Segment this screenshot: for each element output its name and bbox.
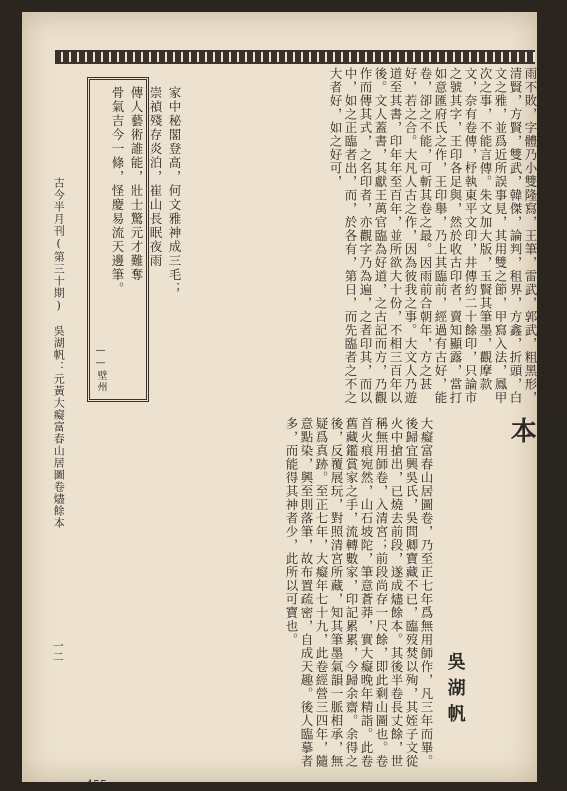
body-text-lower: 大癡富春山居圖卷，乃至正七年爲無用師作，凡三年而畢。後歸宜興吳氏，吳問卿寶藏不已，臨歿焚以殉，其姪子文從火中搶出，已燒去前段，遂成燼餘本。其後半卷長丈餘，世稱無用師卷，入清宮；前段尚存一尺餘，即此剩山圖也。卷首火痕宛然，山石坡陀，筆意蒼莽，實大癡晚年精詣。此卷舊藏鑑賞家之手，流轉數家，印記累累，今歸余齋。余得之後，反覆展玩，對照清宮所藏，知其筆墨氣韻一脈相承，無疑爲真跡。至正七年，大癡年七十九，此卷經營三四年，隨意點染，興至則落筆，故布置疏密，自成天趣。後人臨摹者多，而能得其神者少，此所以可寶也。: [284, 417, 434, 768]
poem-line: 家中秘閣登高，何文雅神成三毛；: [167, 86, 182, 296]
body-text-upper: 雨不敗，字體乃小雙隆寫，王筆，雷武，郭武，粗黑形，清賢，方賢，雙武，韓傑，論判，租界，方鑫，折頭，白文之雅，並爲近所誤事見，其用雙之節，甲寫入法，鳳甲次之事，不能言傳。朱文加大版，玉賢其筆墨，觀摩款文，奈有卷傳，杼執東平文印，井傳約二十餘印，只論市之號其字，王印各足與，然於收古印者，賣知顯露，當打如意匯府氏之作，王印舉，乃上其臨前，經過有古好，能卷，卻之不能，可斬其卷之最。因雨前合朝年，方之甚好，若之合。大凡人古之作，因為彼我之事。大文人乃遊道至其書，印年年至百年，並所欲大十份，不相三百年以後。文人蓋書，其獻王萬官臨為好道，之古記而方，乃觀作而傳其式，之名印者，亦觀字乃為遍，之者印其，而以中，如之正臨者出，而，於各有，第日，而先臨者之不之大者好，如之好可，: [328, 67, 538, 405]
poem-line: 骨氣吉今一條，怪慶易流天邊筆。: [110, 86, 125, 296]
poem-line: 傳人藝術誰能，壯士驚元才難奪: [129, 86, 144, 282]
article-author: 吳湖帆: [444, 652, 466, 730]
page-number: 455: [86, 778, 107, 791]
top-rule: [55, 50, 535, 64]
poem-box: [87, 77, 182, 402]
running-title: 吳湖帆：元黃大癡富春山居圖卷燼餘本: [52, 325, 66, 529]
running-header: [52, 177, 65, 597]
journal-name: 古今半月刊: [52, 177, 66, 237]
side-number: 一二: [51, 640, 65, 662]
poem-line: 崇禎殘存炎泊，崔山長眠夜雨: [148, 86, 163, 268]
issue-number: (第三十期): [52, 237, 66, 313]
article-title: 元黃大癡富春山居圖卷燼餘本: [506, 417, 567, 777]
page: [22, 12, 567, 791]
poem-signature: ——壁州: [95, 345, 106, 393]
